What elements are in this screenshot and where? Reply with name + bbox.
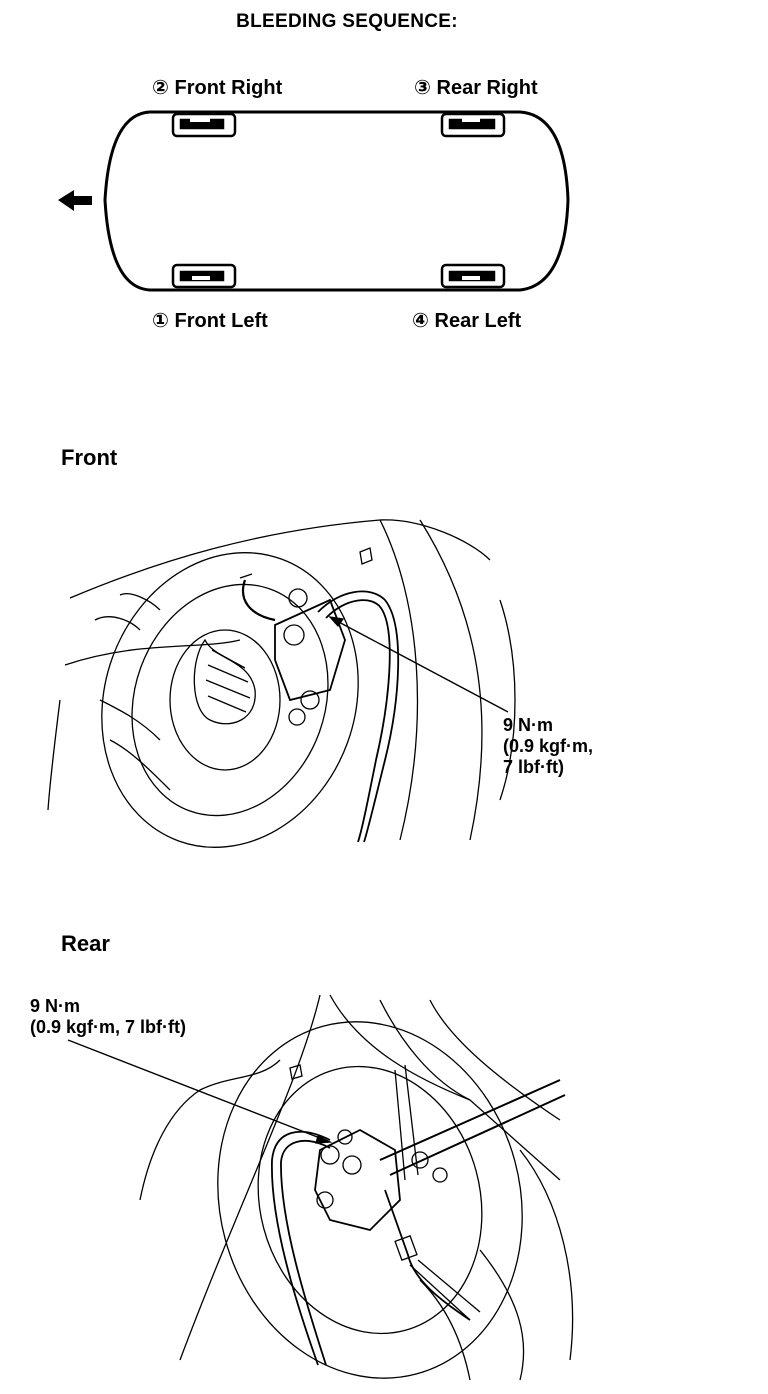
sequence-number-4: ④ [412,310,429,332]
sequence-number-2: ② [152,77,169,99]
sequence-number-1: ① [152,310,169,332]
rear-heading: Rear [61,931,110,956]
rear-caliper-illustration [68,987,573,1394]
front-torque-line-2: (0.9 kgf·m, [503,736,594,756]
front-heading: Front [61,445,118,470]
wheel-front-right [173,114,235,136]
sequence-number-3: ③ [414,77,431,99]
rear-torque-line-2: (0.9 kgf·m, 7 lbf·ft) [30,1017,186,1037]
rear-right-text: Rear Right [436,77,538,99]
rear-torque-line-1: 9 N·m [30,996,81,1016]
front-right-text: Front Right [174,77,283,99]
front-left-text: Front Left [174,310,268,332]
diagram-title: BLEEDING SEQUENCE: [236,11,458,32]
rear-left-text: Rear Left [434,310,522,332]
vehicle-outline [105,112,568,290]
wheel-rear-right [442,114,504,136]
front-caliper-illustration [48,516,515,883]
wheel-front-left [173,265,235,287]
front-torque-line-1: 9 N·m [503,715,554,735]
front-torque-line-3: 7 lbf·ft) [503,757,564,777]
forward-arrow-icon [58,190,92,211]
wheel-rear-left [442,265,504,287]
